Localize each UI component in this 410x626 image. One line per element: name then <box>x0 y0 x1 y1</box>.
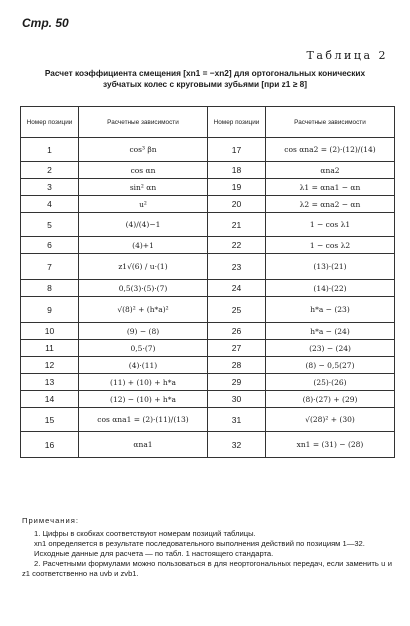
formula-cell: 0,5(3)·(5)·(7) <box>79 280 208 297</box>
formula-cell: αna2 <box>266 162 395 179</box>
position-cell: 23 <box>208 254 266 280</box>
table-row <box>21 196 395 213</box>
notes <box>22 516 392 579</box>
formula-cell: sin² αn <box>79 179 208 196</box>
table-row <box>21 432 395 458</box>
table-row <box>21 179 395 196</box>
header-position-1: Номер позиции <box>21 107 79 138</box>
formula-cell: λ1 = αna1 − αn <box>266 179 395 196</box>
formula-cell: (4)·(11) <box>79 357 208 374</box>
calculation-table <box>20 106 395 458</box>
table-row <box>21 297 395 323</box>
position-cell: 22 <box>208 237 266 254</box>
table-row <box>21 280 395 297</box>
position-cell: 29 <box>208 374 266 391</box>
formula-cell: (11) + (10) + h*a <box>79 374 208 391</box>
note-line: 1. Цифры в скобках соответствуют номерам позиций таблицы. <box>34 529 256 538</box>
table-row <box>21 391 395 408</box>
position-cell: 11 <box>21 340 79 357</box>
position-cell: 15 <box>21 408 79 432</box>
position-cell: 31 <box>208 408 266 432</box>
position-cell: 1 <box>21 138 79 162</box>
formula-cell: xn1 = (31) − (28) <box>266 432 395 458</box>
formula-cell: u² <box>79 196 208 213</box>
position-cell: 5 <box>21 213 79 237</box>
position-cell: 2 <box>21 162 79 179</box>
table-row <box>21 374 395 391</box>
formula-cell: h*a − (24) <box>266 323 395 340</box>
formula-cell: 1 − cos λ1 <box>266 213 395 237</box>
formula-cell: (9) − (8) <box>79 323 208 340</box>
table-row <box>21 357 395 374</box>
table-header-row <box>21 107 395 138</box>
notes-heading: Примечания: <box>22 516 79 525</box>
formula-cell: λ2 = αna2 − αn <box>266 196 395 213</box>
page-number: Стр. 50 <box>22 16 69 30</box>
position-cell: 8 <box>21 280 79 297</box>
position-cell: 4 <box>21 196 79 213</box>
formula-cell: αna1 <box>79 432 208 458</box>
position-cell: 17 <box>208 138 266 162</box>
position-cell: 25 <box>208 297 266 323</box>
note-line: Исходные данные для расчета — по табл. 1 настоящего стандарта. <box>34 549 274 558</box>
formula-cell: (14)·(22) <box>266 280 395 297</box>
position-cell: 28 <box>208 357 266 374</box>
formula-cell: √(8)² + (h*a)² <box>79 297 208 323</box>
formula-cell: (25)·(26) <box>266 374 395 391</box>
formula-cell: √(28)² + (30) <box>266 408 395 432</box>
table-row <box>21 213 395 237</box>
formula-cell: z1√(6) / u·(1) <box>79 254 208 280</box>
header-formula-1: Расчетные зависимости <box>79 107 208 138</box>
position-cell: 13 <box>21 374 79 391</box>
formula-cell: (4)+1 <box>79 237 208 254</box>
position-cell: 3 <box>21 179 79 196</box>
position-cell: 16 <box>21 432 79 458</box>
note-line: xn1 определяется в результате последовательного выполнения действий по позициям 1—32. <box>34 539 365 548</box>
formula-cell: h*a − (23) <box>266 297 395 323</box>
formula-cell: cos³ βn <box>79 138 208 162</box>
position-cell: 19 <box>208 179 266 196</box>
position-cell: 7 <box>21 254 79 280</box>
position-cell: 32 <box>208 432 266 458</box>
position-cell: 30 <box>208 391 266 408</box>
position-cell: 24 <box>208 280 266 297</box>
table-row <box>21 254 395 280</box>
position-cell: 6 <box>21 237 79 254</box>
table-row <box>21 408 395 432</box>
formula-cell: 0,5·(7) <box>79 340 208 357</box>
note-line: 2. Расчетными формулами можно пользоваться в для неортогональных передач, если заменить u и z1 соответственно на uvb и zvb1. <box>22 559 392 578</box>
formula-cell: 1 − cos λ2 <box>266 237 395 254</box>
formula-cell: (4)/(4)−1 <box>79 213 208 237</box>
table-row <box>21 323 395 340</box>
table-row <box>21 340 395 357</box>
position-cell: 10 <box>21 323 79 340</box>
header-position-2: Номер позиции <box>208 107 266 138</box>
position-cell: 12 <box>21 357 79 374</box>
table-label: Таблица 2 <box>306 49 388 62</box>
position-cell: 9 <box>21 297 79 323</box>
formula-cell: (23) − (24) <box>266 340 395 357</box>
formula-cell: (8) − 0,5(27) <box>266 357 395 374</box>
position-cell: 20 <box>208 196 266 213</box>
position-cell: 18 <box>208 162 266 179</box>
table-title: Расчет коэффициента смещения [xn1 = −xn2] для ортогональных конических зубчатых колес с круговыми зубьями [при z1 ≥ 8] <box>44 68 366 89</box>
formula-cell: (8)·(27) + (29) <box>266 391 395 408</box>
position-cell: 26 <box>208 323 266 340</box>
position-cell: 14 <box>21 391 79 408</box>
header-formula-2: Расчетные зависимости <box>266 107 395 138</box>
table-row <box>21 138 395 162</box>
formula-cell: (12) − (10) + h*a <box>79 391 208 408</box>
formula-cell: cos αna2 = (2)·(12)/(14) <box>266 138 395 162</box>
formula-cell: cos αn <box>79 162 208 179</box>
position-cell: 27 <box>208 340 266 357</box>
position-cell: 21 <box>208 213 266 237</box>
table-row <box>21 237 395 254</box>
formula-cell: (13)·(21) <box>266 254 395 280</box>
formula-cell: cos αna1 = (2)·(11)/(13) <box>79 408 208 432</box>
table-row <box>21 162 395 179</box>
